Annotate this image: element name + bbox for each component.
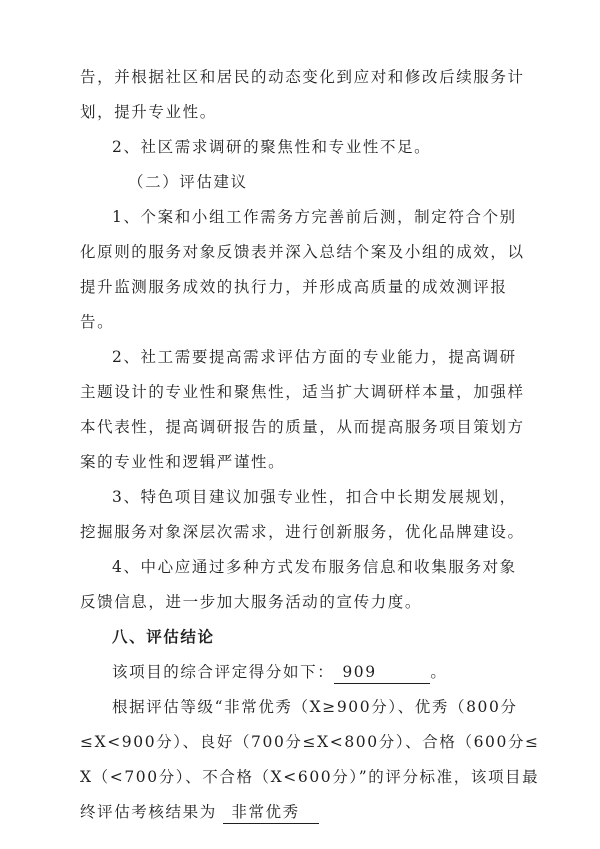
section-heading: 八、评估结论 bbox=[112, 628, 215, 646]
paragraph-line: 划，提升专业性。 bbox=[80, 103, 217, 121]
final-result-line bbox=[80, 795, 530, 830]
score-suffix: 。 bbox=[430, 663, 448, 681]
score-label: 该项目的综合评定得分如下： bbox=[112, 663, 335, 681]
paragraph-line: 根据评估等级“非常优秀（X≥900分）、优秀（800分 bbox=[112, 698, 518, 716]
paragraph-line: 本代表性，提高调研报告的质量，从而提高服务项目策划方 bbox=[80, 418, 525, 436]
paragraph-line: 主题设计的专业性和聚焦性，适当扩大调研样本量，加强样 bbox=[80, 383, 525, 401]
paragraph-line: 告。 bbox=[80, 313, 115, 331]
list-item: 4、中心应通过多种方式发布服务信息和收集服务对象 bbox=[112, 558, 517, 576]
paragraph-line: 告，并根据社区和居民的动态变化到应对和修改后续服务计 bbox=[80, 68, 525, 86]
list-item: 1、个案和小组工作需务方完善前后测，制定符合个别 bbox=[112, 208, 517, 226]
score-value: 909 bbox=[334, 661, 430, 684]
paragraph-line: 提升监测服务成效的执行力，并形成高质量的成效测评报 bbox=[80, 278, 508, 296]
paragraph-line: 案的专业性和逻辑严谨性。 bbox=[80, 453, 286, 471]
final-result-label: 终评估考核结果为 bbox=[80, 803, 217, 821]
paragraph-line: X（<700分）、不合格（X<600分）”的评分标准，该项目最 bbox=[80, 768, 540, 786]
subsection-heading: （二）评估建议 bbox=[128, 173, 248, 191]
final-result-value: 非常优秀 bbox=[223, 801, 319, 824]
paragraph-line: ≤X<900分）、良好（700分≤X<800分）、合格（600分≤ bbox=[80, 733, 540, 751]
list-item: 2、社工需要提高需求评估方面的专业能力，提高调研 bbox=[112, 348, 517, 366]
list-item: 3、特色项目建议加强专业性，扣合中长期发展规划， bbox=[112, 488, 517, 506]
paragraph-line: 挖掘服务对象深层次需求，进行创新服务，优化品牌建设。 bbox=[80, 523, 525, 541]
list-item: 2、社区需求调研的聚焦性和专业性不足。 bbox=[112, 138, 432, 156]
score-line bbox=[80, 655, 530, 690]
paragraph-line: 反馈信息，进一步加大服务活动的宣传力度。 bbox=[80, 593, 423, 611]
paragraph-line: 化原则的服务对象反馈表并深入总结个案及小组的成效，以 bbox=[80, 243, 525, 261]
